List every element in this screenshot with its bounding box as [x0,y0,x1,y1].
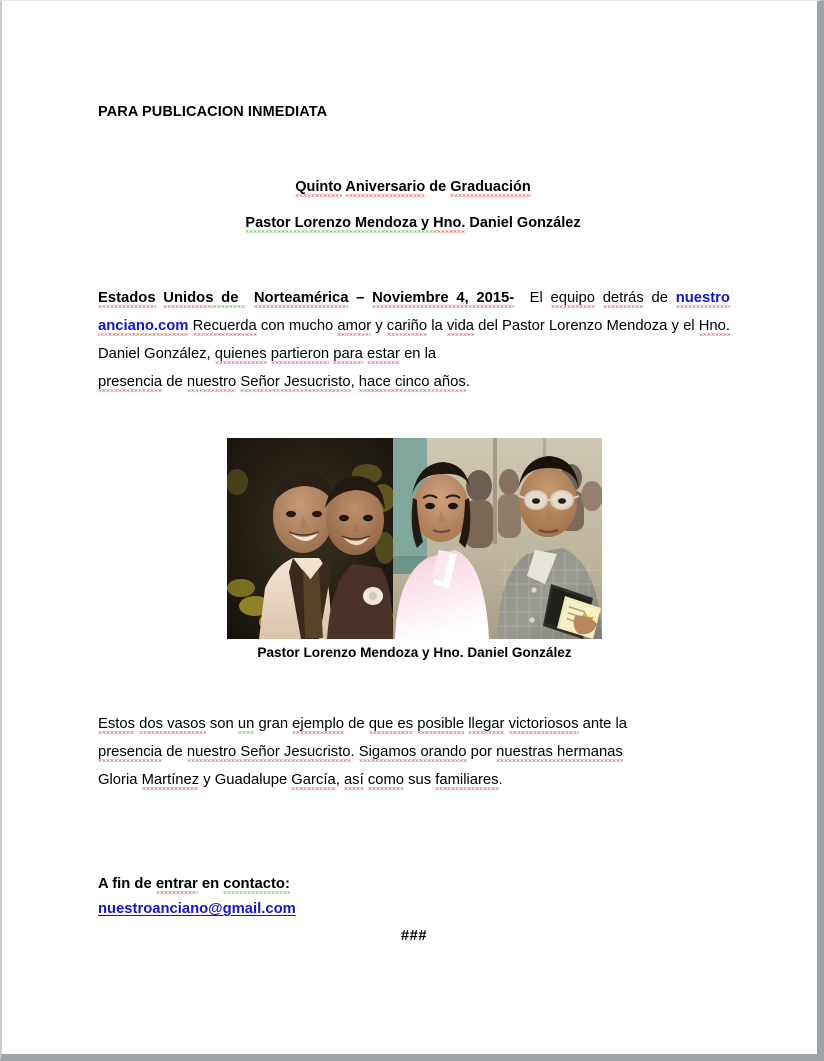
end-of-release-mark: ### [400,928,428,944]
p2-llegar: llegar [468,716,505,732]
contact-entrar: entrar [155,876,198,892]
dateline-fecha: Noviembre 4, 2015- [372,290,515,306]
word-carino: cariño [386,318,428,334]
word-detras: detrás [602,290,644,306]
p2-que-es: que es [368,716,414,732]
figure-photos [227,438,602,660]
word-equipo: equipo [550,290,595,306]
dateline-estados: Estados [98,290,156,306]
p2-como: como [367,772,404,788]
p2-asi: así [343,772,364,788]
document-title-line-1: Quinto Aniversario de Graduación [295,179,531,195]
photo-pastor-lorenzo-mendoza [227,438,393,639]
word-recuerda: Recuerda [192,318,257,334]
p2-victoriosos: victoriosos [508,716,579,732]
p2-familiares: familiares [435,772,499,788]
title-aniversario-word: Aniversario [345,179,426,195]
contact-email-link[interactable]: nuestroanciano@gmail.com [98,901,296,917]
photo-row [227,438,602,639]
p2-nuestro-senor: nuestro Señor Jesucristo [186,744,351,760]
paragraph-closing: Estos dos vasos son un gran ejemplo de que es posible llegar victoriosos ante la presencia de nuestro Señor Jesucristo. Sigamos orando por nuestras hermanas Gloria Martínez y Guadalupe García, así como sus familiares. [98,716,628,788]
word-hno: Hno. [698,318,730,334]
title-graduacion-word: Graduación [450,179,531,195]
p2-posible: posible [417,716,465,732]
title-hno: Hno. [433,215,466,231]
document-page-sheet [2,1,817,1054]
title-pastor-lorenzo-mendoza: Pastor Lorenzo Mendoza y [245,215,434,231]
p2-sigamos-orando: Sigamos orando [358,744,467,760]
contact-label: A fin de entrar en contacto: [98,876,290,892]
word-partieron: partieron [270,346,330,362]
p2-ejemplo: ejemplo [292,716,344,732]
word-nuestro: nuestro [186,374,237,390]
figure-caption: Pastor Lorenzo Mendoza y Hno. Daniel González [257,645,572,660]
photo-hno-daniel-gonzalez [393,438,602,639]
link-nuestroanciano-com[interactable]: nuestro anciano.com [98,290,730,334]
word-senor-jesucristo: Señor Jesucristo [240,374,351,390]
contact-block [98,872,730,922]
word-quienes: quienes [214,346,267,362]
word-hace-cinco-anos: hace cinco años [358,374,466,390]
p2-presencia: presencia [98,744,163,760]
dateline-norteamerica: Norteamérica [253,290,349,306]
word-presencia: presencia [98,374,163,390]
word-para: para [333,346,363,362]
p2-estos: Estos [98,716,136,732]
word-estar: estar [367,346,400,362]
word-amor: amor [337,318,372,334]
press-release-label: PARA PUBLICACION INMEDIATA [98,104,328,120]
title-quinto-aniversario: Quinto [295,179,342,195]
document-title-line-2: Pastor Lorenzo Mendoza y Hno. Daniel González [245,215,581,231]
dateline-unidos: Unidos [163,290,214,306]
contact-contacto: contacto: [223,876,290,892]
p2-dos-vasos: dos vasos [139,716,206,732]
p2-un: un [237,716,255,732]
p2-martinez: Martínez [141,772,200,788]
p2-garcia: García [291,772,336,788]
paragraph-lead: Estados Unidos de Norteamérica – Noviembre 4, 2015- El equipo detrás de nuestro anciano.com Recuerda con mucho amor y cariño la vida del Pastor Lorenzo Mendoza y el Hno. Daniel González, quienes partieron para estar en la presencia de nuestro Señor Jesucristo, hace cinco años. [98,290,730,390]
word-vida: vida [446,318,475,334]
p2-nuestras-hermanas: nuestras hermanas [496,744,623,760]
